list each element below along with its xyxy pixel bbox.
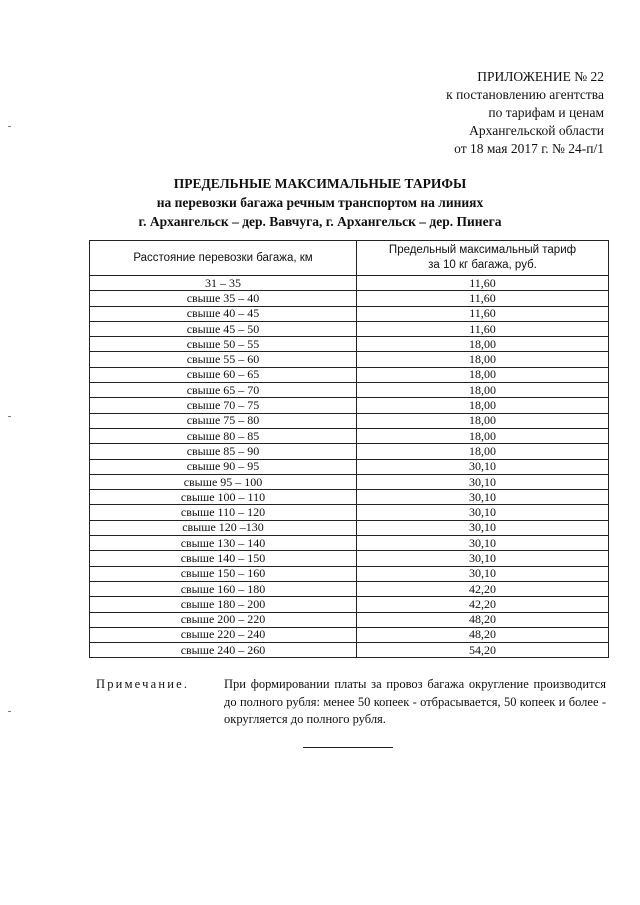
table-row	[90, 520, 609, 535]
table-row	[90, 474, 609, 489]
header-tariff-line-1: Предельный максимальный тариф	[388, 244, 577, 256]
row-tariff: 18,00	[357, 337, 609, 352]
appendix-line: Архангельской области	[469, 123, 604, 138]
row-tariff: 42,20	[357, 581, 609, 596]
row-distance: свыше 50 – 55	[90, 337, 357, 352]
table-row	[90, 536, 609, 551]
row-distance: 31 – 35	[90, 276, 357, 291]
header-tariff	[357, 241, 609, 276]
row-tariff: 11,60	[357, 306, 609, 321]
table-row	[90, 352, 609, 367]
row-tariff: 11,60	[357, 321, 609, 336]
row-distance: свыше 40 – 45	[90, 306, 357, 321]
row-distance: свыше 75 – 80	[90, 413, 357, 428]
note-label: Примечание.	[96, 677, 190, 691]
table-row	[90, 367, 609, 382]
scan-mark	[8, 711, 11, 712]
row-distance: свыше 90 – 95	[90, 459, 357, 474]
row-tariff: 18,00	[357, 428, 609, 443]
title-line-3: г. Архангельск – дер. Вавчуга, г. Архангельск – дер. Пинега	[138, 214, 502, 229]
tariff-table	[89, 240, 609, 658]
table-row	[90, 643, 609, 658]
row-tariff: 18,00	[357, 398, 609, 413]
row-distance: свыше 240 – 260	[90, 643, 357, 658]
table-row	[90, 291, 609, 306]
appendix-line: от 18 мая 2017 г. № 24-п/1	[454, 141, 604, 156]
table-row	[90, 413, 609, 428]
row-distance: свыше 140 – 150	[90, 551, 357, 566]
note-text: При формировании платы за провоз багажа округление производится до полного рубля: менее 50 копеек - отбрасывается, 50 копеек и более - округляется до полного рубля.	[224, 677, 606, 726]
scan-mark	[8, 416, 11, 417]
row-tariff: 18,00	[357, 352, 609, 367]
row-distance: свыше 120 –130	[90, 520, 357, 535]
row-tariff: 11,60	[357, 291, 609, 306]
table-row	[90, 276, 609, 291]
row-tariff: 18,00	[357, 383, 609, 398]
title-line-2: на перевозки багажа речным транспортом на линиях	[156, 195, 484, 210]
appendix-line: к постановлению агентства	[446, 87, 604, 102]
row-distance: свыше 110 – 120	[90, 505, 357, 520]
row-distance: свыше 45 – 50	[90, 321, 357, 336]
header-distance: Расстояние перевозки багажа, км	[90, 241, 357, 276]
row-distance: свыше 200 – 220	[90, 612, 357, 627]
row-distance: свыше 85 – 90	[90, 444, 357, 459]
table-row	[90, 428, 609, 443]
table-row	[90, 566, 609, 581]
row-tariff: 54,20	[357, 643, 609, 658]
table-header-row	[90, 241, 609, 276]
table-row	[90, 398, 609, 413]
row-tariff: 30,10	[357, 474, 609, 489]
row-tariff: 30,10	[357, 490, 609, 505]
row-tariff: 48,20	[357, 612, 609, 627]
row-tariff: 18,00	[357, 413, 609, 428]
table-row	[90, 597, 609, 612]
row-distance: свыше 160 – 180	[90, 581, 357, 596]
table-row	[90, 459, 609, 474]
header-tariff-line-2: за 10 кг багажа, руб.	[428, 259, 537, 271]
row-tariff: 30,10	[357, 566, 609, 581]
row-distance: свыше 65 – 70	[90, 383, 357, 398]
row-distance: свыше 35 – 40	[90, 291, 357, 306]
tariff-rows	[90, 276, 609, 658]
scan-mark	[8, 126, 11, 127]
row-distance: свыше 180 – 200	[90, 597, 357, 612]
row-distance: свыше 55 – 60	[90, 352, 357, 367]
row-tariff: 30,10	[357, 551, 609, 566]
appendix-line: ПРИЛОЖЕНИЕ № 22	[477, 69, 604, 84]
appendix-block	[446, 68, 604, 158]
table-row	[90, 383, 609, 398]
row-tariff: 18,00	[357, 444, 609, 459]
row-distance: свыше 150 – 160	[90, 566, 357, 581]
table-row	[90, 306, 609, 321]
row-distance: свыше 100 – 110	[90, 490, 357, 505]
row-tariff: 11,60	[357, 276, 609, 291]
table-row	[90, 627, 609, 642]
table-row	[90, 337, 609, 352]
row-distance: свыше 70 – 75	[90, 398, 357, 413]
table-row	[90, 444, 609, 459]
row-distance: свыше 220 – 240	[90, 627, 357, 642]
table-row	[90, 505, 609, 520]
row-tariff: 18,00	[357, 367, 609, 382]
row-distance: свыше 60 – 65	[90, 367, 357, 382]
row-distance: свыше 95 – 100	[90, 474, 357, 489]
row-tariff: 30,10	[357, 536, 609, 551]
table-row	[90, 490, 609, 505]
row-tariff: 48,20	[357, 627, 609, 642]
row-tariff: 30,10	[357, 505, 609, 520]
document-title	[0, 174, 640, 231]
title-line-1: ПРЕДЕЛЬНЫЕ МАКСИМАЛЬНЫЕ ТАРИФЫ	[173, 176, 467, 191]
row-tariff: 30,10	[357, 520, 609, 535]
row-distance: свыше 80 – 85	[90, 428, 357, 443]
table-row	[90, 581, 609, 596]
row-tariff: 30,10	[357, 459, 609, 474]
table-row	[90, 321, 609, 336]
table-row	[90, 612, 609, 627]
row-tariff: 42,20	[357, 597, 609, 612]
row-distance: свыше 130 – 140	[90, 536, 357, 551]
closing-divider	[303, 747, 393, 748]
table-row	[90, 551, 609, 566]
appendix-line: по тарифам и ценам	[488, 105, 604, 120]
